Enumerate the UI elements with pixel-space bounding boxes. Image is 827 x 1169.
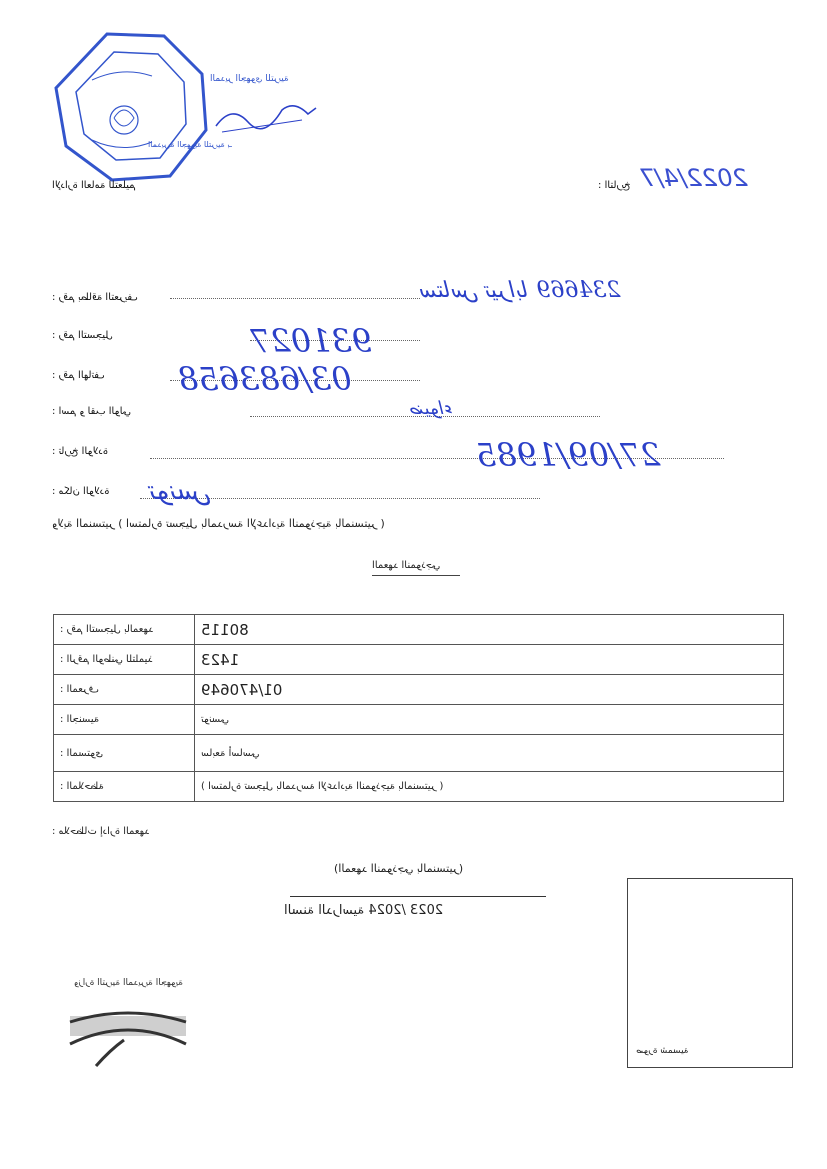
field-value-id: 234669 ستاس تيرابا	[420, 278, 621, 303]
field-label-phone: رقم الهاتف :	[52, 370, 105, 381]
school-name: (المعهد النموذجي بالمنستير)	[334, 862, 464, 875]
notes-label: ملاحظات إدارة المعهد :	[52, 826, 150, 837]
sub-title: المعهد النموذجي	[372, 560, 441, 571]
table-value: 1423	[195, 645, 784, 675]
field-value-birthdate: 27/09/1985	[476, 436, 661, 474]
table-value: تونسي	[195, 705, 784, 735]
table-value: ( استمارة تسجيل بالمدرسة الإعدادية النموذجية بالمنستير )	[195, 772, 784, 802]
table-key: الرقم الوطني للتلميذ :	[54, 645, 195, 675]
table-row	[54, 705, 784, 735]
info-table	[53, 614, 784, 802]
table-key: المعرف :	[54, 675, 195, 705]
ministry-logo-text: وزارة التربية المديرية الجهوية	[73, 978, 183, 988]
field-value-guardian: ضيواء	[410, 398, 454, 419]
field-label-guardian: اسم و لقب الولي :	[52, 406, 132, 417]
photo-label: صورة شمسية	[636, 1046, 689, 1056]
field-label-birthplace: مكان الولادة :	[52, 486, 110, 497]
field-label-birthdate: تاريخ الولادة :	[52, 446, 109, 457]
table-value: 01/470649	[195, 675, 784, 705]
table-row	[54, 675, 784, 705]
date-value: 2022/4/7	[640, 164, 748, 192]
sub-title-underline	[372, 575, 460, 576]
table-row	[54, 615, 784, 645]
field-value-birthplace: تونس	[150, 476, 212, 506]
stamp-top-line: المدير الجهوي للتربية	[210, 74, 289, 84]
year-divider	[290, 896, 546, 897]
form-title: ( استمارة تسجيل بالمدرسة الإعدادية النموذجية بالمنستير ) ولاية المنستير	[52, 517, 385, 530]
date-label: التاريخ :	[598, 180, 631, 191]
table-row	[54, 772, 784, 802]
table-value: 80115	[195, 615, 784, 645]
table-key: الملاحظة :	[54, 772, 195, 802]
field-value-phone: 03/683658	[178, 360, 352, 398]
signature	[212, 92, 322, 138]
official-stamp	[52, 30, 212, 185]
photo-box	[627, 878, 793, 1068]
ministry-logo-icon	[66, 1010, 190, 1068]
field-label-id: رقم بطاقة التعريف :	[52, 292, 138, 303]
table-row	[54, 645, 784, 675]
stamp-caption: المديرية الجهوية للتربية بـ	[148, 140, 232, 149]
field-dots	[170, 298, 420, 299]
table-key: المستوى :	[54, 735, 195, 772]
table-row	[54, 735, 784, 772]
field-value-registration: 931027	[250, 322, 373, 360]
table-value: سابعة أساسي	[195, 735, 784, 772]
school-year: 2023 /2024 السنة الدراسية	[284, 903, 444, 918]
field-label-registration: رقم التسجيل :	[52, 330, 113, 341]
table-key: رقم التسجيل بالمعهد :	[54, 615, 195, 645]
header-right-text: الإدارة العامة للتعليم	[52, 180, 136, 191]
table-key: الجنسية :	[54, 705, 195, 735]
